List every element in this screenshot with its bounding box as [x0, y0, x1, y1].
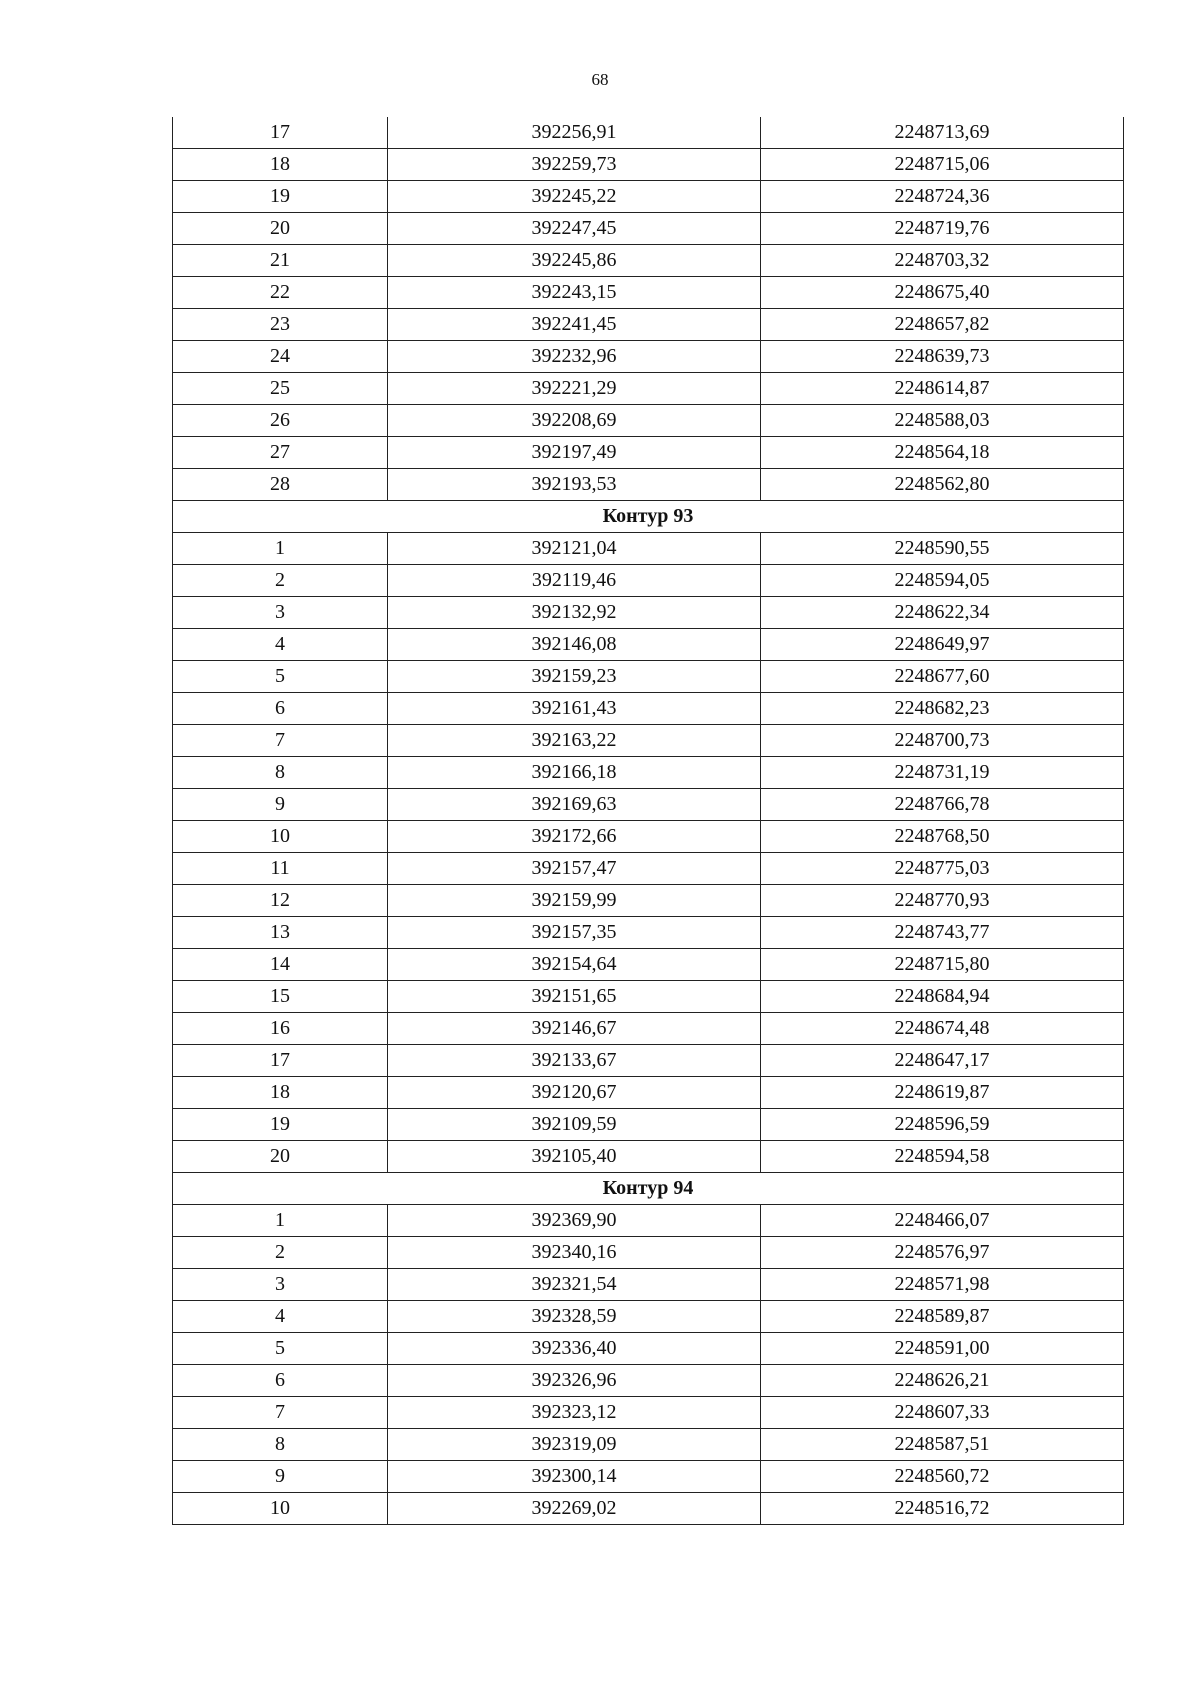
x-coordinate-cell: 392243,15: [388, 277, 761, 309]
y-coordinate-cell: 2248571,98: [761, 1269, 1124, 1301]
table-row: [173, 117, 1124, 149]
y-coordinate-cell: 2248639,73: [761, 341, 1124, 373]
table-row: [173, 885, 1124, 917]
y-coordinate-cell: 2248622,34: [761, 597, 1124, 629]
point-number-cell: 3: [173, 597, 388, 629]
point-number-cell: 19: [173, 1109, 388, 1141]
y-coordinate-cell: 2248731,19: [761, 757, 1124, 789]
point-number-cell: 15: [173, 981, 388, 1013]
section-header-row: [173, 501, 1124, 533]
x-coordinate-cell: 392197,49: [388, 437, 761, 469]
point-number-cell: 18: [173, 1077, 388, 1109]
coordinates-table: [172, 117, 1124, 1525]
table-row: [173, 661, 1124, 693]
coordinates-table-body: [173, 117, 1124, 1525]
y-coordinate-cell: 2248768,50: [761, 821, 1124, 853]
point-number-cell: 4: [173, 629, 388, 661]
y-coordinate-cell: 2248677,60: [761, 661, 1124, 693]
table-row: [173, 533, 1124, 565]
table-row: [173, 149, 1124, 181]
point-number-cell: 7: [173, 1397, 388, 1429]
y-coordinate-cell: 2248775,03: [761, 853, 1124, 885]
point-number-cell: 9: [173, 789, 388, 821]
x-coordinate-cell: 392245,86: [388, 245, 761, 277]
y-coordinate-cell: 2248560,72: [761, 1461, 1124, 1493]
y-coordinate-cell: 2248715,80: [761, 949, 1124, 981]
table-row: [173, 1013, 1124, 1045]
point-number-cell: 3: [173, 1269, 388, 1301]
point-number-cell: 20: [173, 213, 388, 245]
point-number-cell: 22: [173, 277, 388, 309]
x-coordinate-cell: 392232,96: [388, 341, 761, 373]
x-coordinate-cell: 392132,92: [388, 597, 761, 629]
table-row: [173, 1269, 1124, 1301]
table-row: [173, 1301, 1124, 1333]
x-coordinate-cell: 392245,22: [388, 181, 761, 213]
x-coordinate-cell: 392269,02: [388, 1493, 761, 1525]
x-coordinate-cell: 392169,63: [388, 789, 761, 821]
table-row: [173, 1333, 1124, 1365]
y-coordinate-cell: 2248594,05: [761, 565, 1124, 597]
table-row: [173, 725, 1124, 757]
table-row: [173, 1365, 1124, 1397]
y-coordinate-cell: 2248587,51: [761, 1429, 1124, 1461]
y-coordinate-cell: 2248562,80: [761, 469, 1124, 501]
point-number-cell: 8: [173, 1429, 388, 1461]
y-coordinate-cell: 2248647,17: [761, 1045, 1124, 1077]
x-coordinate-cell: 392154,64: [388, 949, 761, 981]
x-coordinate-cell: 392300,14: [388, 1461, 761, 1493]
y-coordinate-cell: 2248564,18: [761, 437, 1124, 469]
table-row: [173, 1461, 1124, 1493]
table-row: [173, 469, 1124, 501]
point-number-cell: 16: [173, 1013, 388, 1045]
point-number-cell: 8: [173, 757, 388, 789]
page-number: 68: [591, 70, 609, 89]
table-row: [173, 181, 1124, 213]
point-number-cell: 17: [173, 1045, 388, 1077]
point-number-cell: 17: [173, 117, 388, 149]
y-coordinate-cell: 2248713,69: [761, 117, 1124, 149]
x-coordinate-cell: 392161,43: [388, 693, 761, 725]
x-coordinate-cell: 392319,09: [388, 1429, 761, 1461]
y-coordinate-cell: 2248770,93: [761, 885, 1124, 917]
table-row: [173, 693, 1124, 725]
point-number-cell: 7: [173, 725, 388, 757]
y-coordinate-cell: 2248684,94: [761, 981, 1124, 1013]
x-coordinate-cell: 392247,45: [388, 213, 761, 245]
point-number-cell: 10: [173, 1493, 388, 1525]
table-row: [173, 1109, 1124, 1141]
table-row: [173, 1141, 1124, 1173]
table-row: [173, 1045, 1124, 1077]
x-coordinate-cell: 392323,12: [388, 1397, 761, 1429]
y-coordinate-cell: 2248743,77: [761, 917, 1124, 949]
x-coordinate-cell: 392105,40: [388, 1141, 761, 1173]
y-coordinate-cell: 2248682,23: [761, 693, 1124, 725]
point-number-cell: 2: [173, 1237, 388, 1269]
x-coordinate-cell: 392328,59: [388, 1301, 761, 1333]
point-number-cell: 23: [173, 309, 388, 341]
x-coordinate-cell: 392163,22: [388, 725, 761, 757]
table-row: [173, 437, 1124, 469]
point-number-cell: 5: [173, 661, 388, 693]
point-number-cell: 1: [173, 533, 388, 565]
table-row: [173, 341, 1124, 373]
y-coordinate-cell: 2248626,21: [761, 1365, 1124, 1397]
point-number-cell: 6: [173, 1365, 388, 1397]
point-number-cell: 10: [173, 821, 388, 853]
table-row: [173, 405, 1124, 437]
y-coordinate-cell: 2248591,00: [761, 1333, 1124, 1365]
x-coordinate-cell: 392369,90: [388, 1205, 761, 1237]
x-coordinate-cell: 392326,96: [388, 1365, 761, 1397]
x-coordinate-cell: 392221,29: [388, 373, 761, 405]
y-coordinate-cell: 2248594,58: [761, 1141, 1124, 1173]
y-coordinate-cell: 2248589,87: [761, 1301, 1124, 1333]
point-number-cell: 12: [173, 885, 388, 917]
y-coordinate-cell: 2248674,48: [761, 1013, 1124, 1045]
x-coordinate-cell: 392133,67: [388, 1045, 761, 1077]
table-row: [173, 821, 1124, 853]
table-row: [173, 565, 1124, 597]
point-number-cell: 20: [173, 1141, 388, 1173]
x-coordinate-cell: 392157,35: [388, 917, 761, 949]
x-coordinate-cell: 392119,46: [388, 565, 761, 597]
y-coordinate-cell: 2248466,07: [761, 1205, 1124, 1237]
point-number-cell: 14: [173, 949, 388, 981]
x-coordinate-cell: 392241,45: [388, 309, 761, 341]
y-coordinate-cell: 2248715,06: [761, 149, 1124, 181]
point-number-cell: 28: [173, 469, 388, 501]
point-number-cell: 13: [173, 917, 388, 949]
y-coordinate-cell: 2248619,87: [761, 1077, 1124, 1109]
point-number-cell: 6: [173, 693, 388, 725]
y-coordinate-cell: 2248675,40: [761, 277, 1124, 309]
point-number-cell: 27: [173, 437, 388, 469]
table-row: [173, 1397, 1124, 1429]
table-row: [173, 1237, 1124, 1269]
section-title: Контур 94: [173, 1173, 1124, 1205]
table-row: [173, 629, 1124, 661]
y-coordinate-cell: 2248588,03: [761, 405, 1124, 437]
x-coordinate-cell: 392259,73: [388, 149, 761, 181]
table-row: [173, 309, 1124, 341]
x-coordinate-cell: 392151,65: [388, 981, 761, 1013]
point-number-cell: 2: [173, 565, 388, 597]
x-coordinate-cell: 392146,67: [388, 1013, 761, 1045]
y-coordinate-cell: 2248516,72: [761, 1493, 1124, 1525]
table-row: [173, 1429, 1124, 1461]
x-coordinate-cell: 392166,18: [388, 757, 761, 789]
table-row: [173, 1493, 1124, 1525]
section-header-row: [173, 1173, 1124, 1205]
point-number-cell: 18: [173, 149, 388, 181]
table-row: [173, 245, 1124, 277]
point-number-cell: 4: [173, 1301, 388, 1333]
x-coordinate-cell: 392321,54: [388, 1269, 761, 1301]
x-coordinate-cell: 392146,08: [388, 629, 761, 661]
point-number-cell: 19: [173, 181, 388, 213]
y-coordinate-cell: 2248719,76: [761, 213, 1124, 245]
point-number-cell: 24: [173, 341, 388, 373]
point-number-cell: 11: [173, 853, 388, 885]
x-coordinate-cell: 392121,04: [388, 533, 761, 565]
x-coordinate-cell: 392159,99: [388, 885, 761, 917]
x-coordinate-cell: 392157,47: [388, 853, 761, 885]
x-coordinate-cell: 392193,53: [388, 469, 761, 501]
x-coordinate-cell: 392159,23: [388, 661, 761, 693]
x-coordinate-cell: 392336,40: [388, 1333, 761, 1365]
y-coordinate-cell: 2248657,82: [761, 309, 1124, 341]
table-row: [173, 1205, 1124, 1237]
point-number-cell: 9: [173, 1461, 388, 1493]
point-number-cell: 26: [173, 405, 388, 437]
y-coordinate-cell: 2248607,33: [761, 1397, 1124, 1429]
point-number-cell: 1: [173, 1205, 388, 1237]
y-coordinate-cell: 2248596,59: [761, 1109, 1124, 1141]
x-coordinate-cell: 392208,69: [388, 405, 761, 437]
x-coordinate-cell: 392256,91: [388, 117, 761, 149]
section-title: Контур 93: [173, 501, 1124, 533]
point-number-cell: 5: [173, 1333, 388, 1365]
y-coordinate-cell: 2248576,97: [761, 1237, 1124, 1269]
y-coordinate-cell: 2248614,87: [761, 373, 1124, 405]
table-row: [173, 1077, 1124, 1109]
table-row: [173, 213, 1124, 245]
table-row: [173, 757, 1124, 789]
table-row: [173, 789, 1124, 821]
table-row: [173, 853, 1124, 885]
x-coordinate-cell: 392172,66: [388, 821, 761, 853]
table-row: [173, 949, 1124, 981]
point-number-cell: 25: [173, 373, 388, 405]
table-row: [173, 981, 1124, 1013]
y-coordinate-cell: 2248649,97: [761, 629, 1124, 661]
x-coordinate-cell: 392120,67: [388, 1077, 761, 1109]
x-coordinate-cell: 392109,59: [388, 1109, 761, 1141]
table-row: [173, 277, 1124, 309]
table-row: [173, 373, 1124, 405]
y-coordinate-cell: 2248703,32: [761, 245, 1124, 277]
point-number-cell: 21: [173, 245, 388, 277]
table-row: [173, 917, 1124, 949]
y-coordinate-cell: 2248724,36: [761, 181, 1124, 213]
y-coordinate-cell: 2248590,55: [761, 533, 1124, 565]
table-row: [173, 597, 1124, 629]
x-coordinate-cell: 392340,16: [388, 1237, 761, 1269]
y-coordinate-cell: 2248700,73: [761, 725, 1124, 757]
y-coordinate-cell: 2248766,78: [761, 789, 1124, 821]
